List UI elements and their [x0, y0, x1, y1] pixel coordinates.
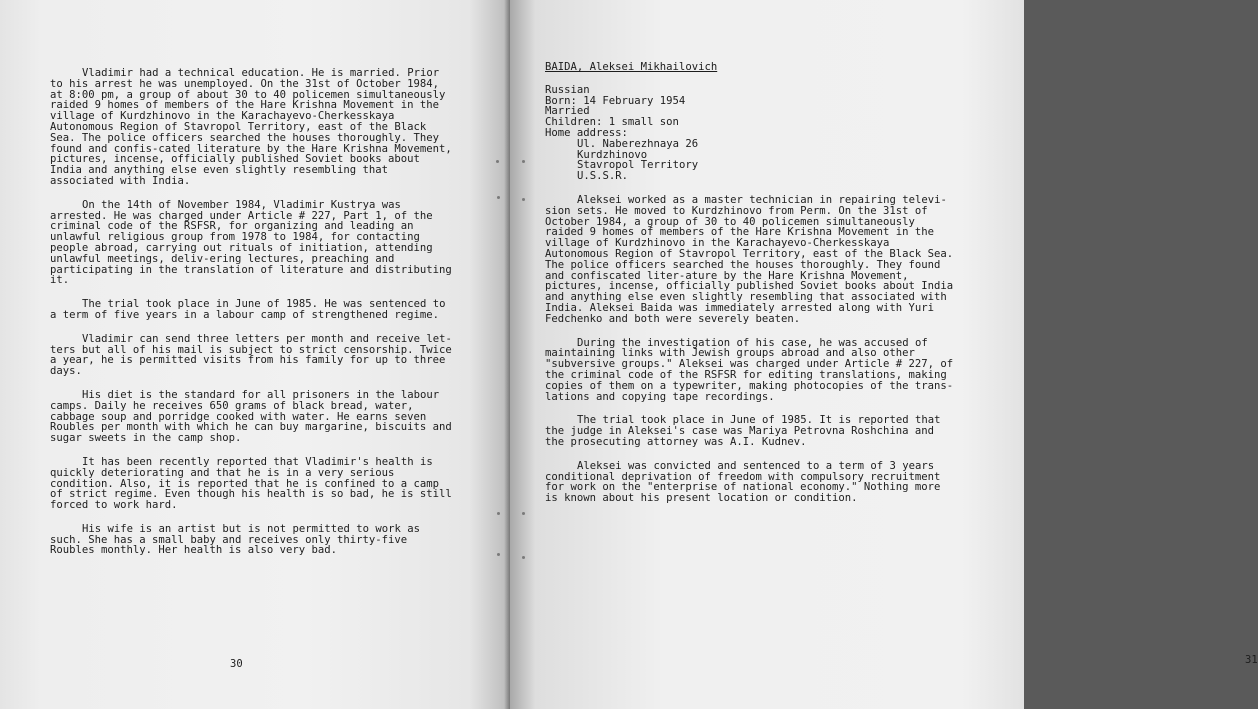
scan-speck	[522, 160, 525, 163]
left-paragraph-1: Vladimir had a technical education. He is married. Prior to his arrest he was unemployed. On the 31st of October 1984, at 8:00 pm, a group of about 30 to 40 policemen simultaneously raided 9 homes of members of the Hare Krishna Movement in the village of Kurdzhinovo in the Karachayevo-Cherkesskaya Autonomous Region of Stavropol Territory, east of the Black Sea. The police officers searched the houses thoroughly. They found and confis-cated literature by the Hare Krishna Movement, pictures, incense, officially published Soviet books about India and anything else even slightly resembling that associated with India.	[50, 67, 452, 187]
left-paragraph-2: On the 14th of November 1984, Vladimir Kustrya was arrested. He was charged under Article # 227, Part 1, of the criminal code of the RSFSR, for organizing and leading an unlawful religious group from 1978 to 1984, for contacting people abroad, carrying out rituals of initiation, attending unlawful meetings, deliv-ering lectures, preaching and participating in the translation of literature and distributing it.	[50, 198, 452, 287]
right-paragraph-4: Aleksei was convicted and sentenced to a term of 3 years conditional deprivation of freedom with compulsory recruitment for work on the "enterprise of national economy." Nothing more is known about his present location or condition.	[545, 459, 941, 505]
marital-status: Married	[545, 105, 590, 118]
left-paragraph-4: Vladimir can send three letters per month and receive let-ters but all of his mail is subject to strict censorship. Twice a year, he is permitted visits from his family for up to three days.	[50, 332, 452, 378]
scan-speck	[522, 556, 525, 559]
nationality: Russian	[545, 83, 590, 96]
record-heading: BAIDA, Aleksei Mikhailovich	[545, 61, 718, 73]
left-paragraph-7: His wife is an artist but is not permitted to work as such. She has a small baby and receives only thirty-five Roubles monthly. Her health is also very bad.	[50, 522, 421, 557]
left-paragraph-6: It has been recently reported that Vladimir's health is quickly deteriorating and that he is in a very serious condition. Also, it is reported that he is confined to a camp of strict regime. Even though his health is so bad, he is still forced to work hard.	[50, 455, 452, 512]
children: Children: 1 small son	[545, 116, 679, 129]
right-paragraph-2: During the investigation of his case, he was accused of maintaining links with Jewish groups abroad and also other "subversive groups." Aleksei was charged under Article # 227, of the criminal code of the RSFSR for editing translations, making copies of them on a typewriter, making photocopies of the trans-lations and copying tape recordings.	[545, 336, 954, 403]
left-page	[0, 0, 510, 709]
home-address-label: Home address:	[545, 126, 628, 139]
scan-speck	[522, 198, 525, 201]
address-line: U.S.S.R.	[577, 170, 629, 183]
birth-date: Born: 14 February 1954	[545, 94, 686, 107]
scan-speck	[497, 553, 500, 556]
page-number-right: 31	[1245, 654, 1258, 666]
address-line: Stavropol Territory	[577, 159, 699, 172]
address-line: Kurdzhinovo	[577, 148, 648, 161]
left-paragraph-5: His diet is the standard for all prisoners in the labour camps. Daily he receives 650 grams of black bread, water, cabbage soup and porridge cooked with water. He earns seven Roubles per month with which he can buy margarine, biscuits and sugar sweets in the camp shop.	[50, 388, 452, 445]
right-paragraph-1: Aleksei worked as a master technician in repairing televi-sion sets. He moved to Kurdzhinovo from Perm. On the 31st of October 1984, a group of 30 to 40 policemen simultaneously raided 9 homes of members of the Hare Krishna Movement in the village of Kurdzhinovo in the Karachayevo-Cherkesskaya Autonomous Region of Stavropol Territory, east of the Black Sea. The police officers searched the houses thoroughly. They found and confiscated liter-ature by the Hare Krishna Movement, pictures, incense, officially published Soviet books about India and anything else even slightly resembling that associated with India. Aleksei Baida was immediately arrested along with Yuri Fedchenko and both were severely beaten.	[545, 193, 954, 325]
page-number-left: 30	[230, 658, 243, 670]
personal-info	[545, 85, 954, 182]
scan-speck	[497, 512, 500, 515]
scan-speck	[522, 512, 525, 515]
scan-speck	[497, 196, 500, 199]
address-line: Ul. Naberezhnaya 26	[577, 137, 699, 150]
right-paragraph-3: The trial took place in June of 1985. It is reported that the judge in Aleksei's case was Mariya Petrovna Roshchina and the prosecuting attorney was A.I. Kudnev.	[545, 414, 941, 448]
right-page	[510, 0, 1258, 709]
scan-speck	[496, 160, 499, 163]
left-paragraph-3: The trial took place in June of 1985. He was sentenced to a term of five years in a labour camp of strengthened regime.	[50, 298, 446, 321]
